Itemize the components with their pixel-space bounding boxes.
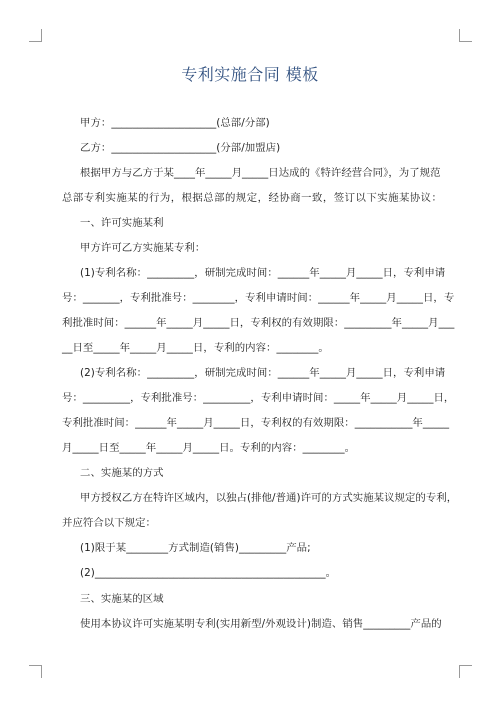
patent-1-line-2: 号：_______，专利批准号：________，专利申请时间：______年_____月_____日，专 xyxy=(62,292,455,304)
crop-mark-top-left xyxy=(29,29,42,42)
section-2-line-2: 并应符合以下规定： xyxy=(62,517,156,529)
section-3-line-1: 使用本协议许可实施某明专利(实用新型/外观设计)制造、销售_________产品的 xyxy=(80,618,442,630)
section-2-heading: 二、实施某的方式 xyxy=(80,467,164,479)
party-a-line: 甲方：____________________(总部/分部) xyxy=(80,117,270,129)
patent-2-line-2: 号：_________，专利批准号：_________，专利申请时间：_____年_____月_____日， xyxy=(62,392,455,404)
patent-2-line-4: 月_____日至_____年_____月_____日。专利的内容：________。 xyxy=(62,442,356,454)
crop-mark-bottom-left xyxy=(29,665,42,678)
party-b-line: 乙方：____________________(分部/加盟店) xyxy=(80,142,281,154)
section-1-intro: 甲方许可乙方实施某专利： xyxy=(80,242,206,254)
patent-2-line-1: (2)专利名称：_________，研制完成时间：______年_____月_____日，专利申请 xyxy=(80,367,446,379)
preamble-line-2: 总部专利实施某的行为，根据总部的规定，经协商一致，签订以下实施某协议： xyxy=(62,192,442,204)
section-1-heading: 一、许可实施某利 xyxy=(80,217,164,229)
section-2-item-1: (1)限于某________方式制造(销售)_________产品; xyxy=(80,542,311,554)
patent-1-line-3: 利批准时间：______年_____月_____日，专利权的有效期限：_________年_____月___ xyxy=(62,317,455,329)
patent-2-line-3: 专利批准时间：______年_____月_____日，专利权的有效期限：___________年_____ xyxy=(62,417,450,429)
section-2-item-2: (2)____________________________________________。 xyxy=(80,567,337,579)
patent-1-line-1: (1)专利名称：_________，研制完成时间：______年_____月_____日，专利申请 xyxy=(80,267,446,279)
document-title: 专利实施合同 模板 xyxy=(181,65,319,84)
preamble-line-1: 根据甲方与乙方于某____年_____月_____日达成的《特许经营合同》，为了规范 xyxy=(80,167,441,179)
crop-mark-bottom-right xyxy=(459,665,472,678)
section-3-heading: 三、实施某的区域 xyxy=(80,593,164,605)
section-2-line-1: 甲方授权乙方在特许区域内，以独占(排他/普通)许可的方式实施某议规定的专利， xyxy=(80,492,458,504)
crop-mark-top-right xyxy=(459,29,472,42)
patent-1-line-4: __日至_____年_____月_____日，专利的内容：________。 xyxy=(62,342,329,354)
